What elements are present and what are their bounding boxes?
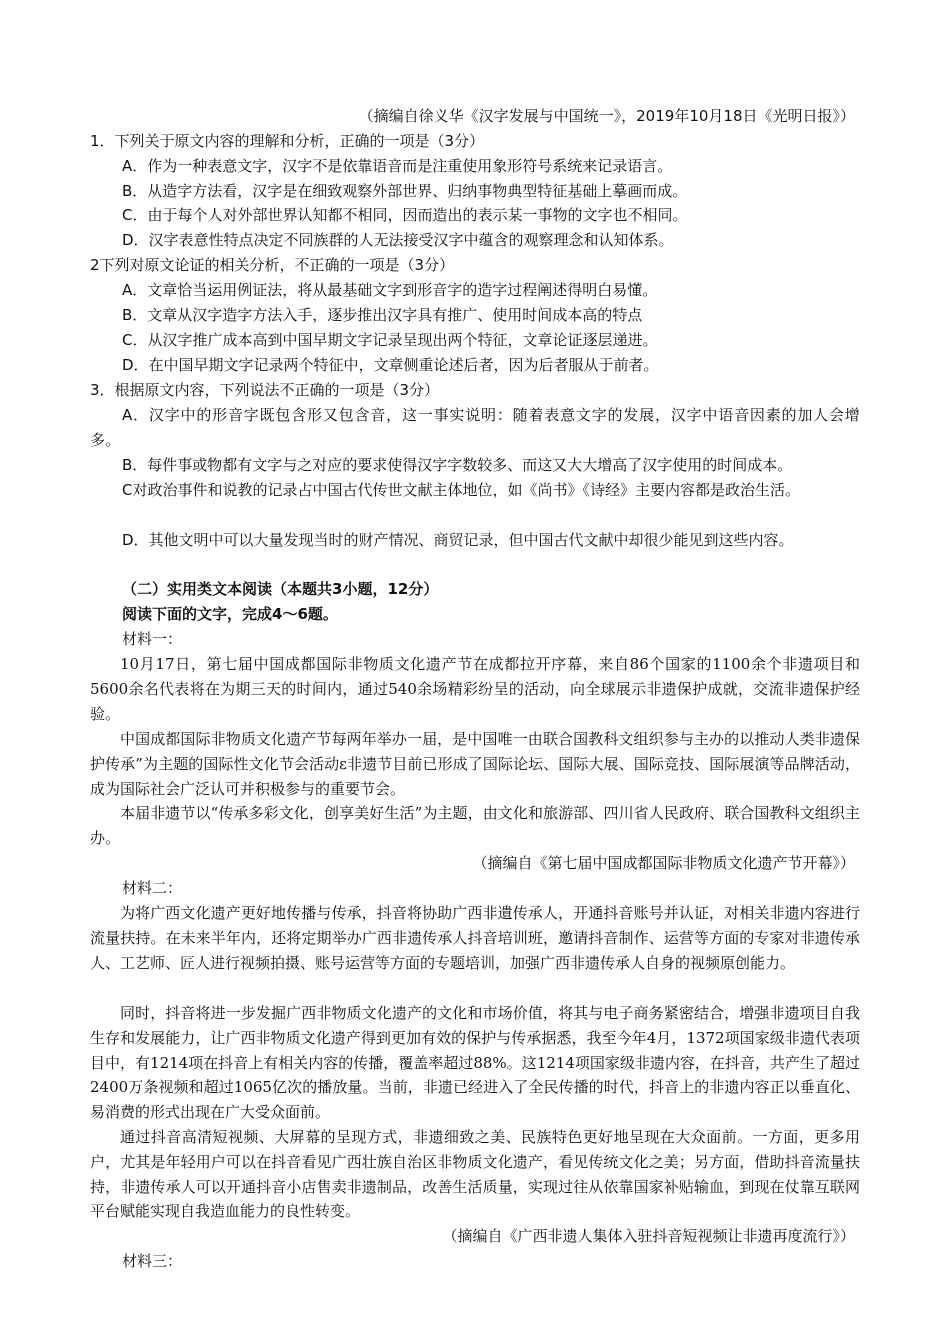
question-3-stem: 3．根据原文内容，下列说法不正确的一项是（3分） [90, 381, 440, 399]
question-1-option-d: D．汉字表意性特点决定不同族群的人无法接受汉字中蕴含的观察理念和认知体系。 [122, 231, 674, 249]
question-2-option-d: D．在中国早期文字记录两个特征中，文章侧重论述后者，因为后者服从于前者。 [122, 356, 659, 374]
material-3-label: 材料三： [122, 1252, 183, 1270]
material-1-paragraph-2: 中国成都国际非物质文化遗产节每两年举办一届，是中国唯一由联合国教科文组织参与主办的以推动人类非遗保护传承”为主题的国际性文化节会活动ε非遗节目前已形成了国际论坛、国际大展、国际竞技、国际展演等品牌活动，成为国际社会广泛认可并积极参与的重要节会。 [90, 730, 860, 798]
material-2-paragraph-2: 同时，抖音将进一步发掘广西非物质文化遗产的文化和市场价值，将其与电子商务紧密结合，增强非遗项目自我生存和发展能力，让广西非物质文化遗产得到更加有效的保护与传承据悉，我至今年4月，1372项国家级非遗代表项目中，有1214项在抖音上有相关内容的传播，覆盖率超过88%。这1214项国家级非遗内容，在抖音，共产生了超过2400万条视频和超过1065亿次的播放量。当前，非遗已经进入了全民传播的时代，抖音上的非遗内容正以垂直化、易消费的形式出现在广大受众面前。 [90, 1004, 860, 1122]
section-2-heading: （二）实用类文本阅读（本题共3小题，12分） [122, 580, 439, 598]
material-2-label: 材料二： [122, 879, 183, 897]
question-2-option-c: C．从汉字推广成本高到中国早期文字记录呈现出两个特征，文章论证逐层递进。 [122, 331, 658, 349]
material-1-source: （摘编自《第七届中国成都国际非物质文化遗产节开幕》） [472, 854, 855, 872]
question-3-option-b: B．每件事或物都有文字与之对应的要求使得汉字字数较多、而这又大大增高了汉字使用的时间成本。 [122, 456, 793, 474]
section-2-instruction: 阅读下面的文字，完成4～6题。 [122, 605, 338, 623]
question-2-stem: 2下列对原文论证的相关分析，不正确的一项是（3分） [90, 256, 455, 274]
material-1-paragraph-3: 本届非遗节以“传承多彩文化，创享美好生活”为主题，由文化和旅游部、四川省人民政府、联合国教科文组织主办。 [90, 804, 860, 847]
material-1-label: 材料一： [122, 630, 183, 648]
question-1-option-c: C．由于每个人对外部世界认知都不相同，因而造出的表示某一事物的文字也不相同。 [122, 206, 688, 224]
material-2-source: （摘编自《广西非遗人集体入驻抖音短视频让非遗再度流行》） [442, 1227, 855, 1245]
material-2-paragraph-3: 通过抖音高清短视频、大屏幕的呈现方式，非遗细致之美、民族特色更好地呈现在大众面前。一方面，更多用户，尤其是年轻用户可以在抖音看见广西壮族自治区非物质文化遗产，看见传统文化之美；另方面，借助抖音流量扶持，非遗传承人可以开通抖音小店售卖非遗制品，改善生活质量，实现过往从依靠国家补贴输血，到现在仗靠互联网平台赋能实现自我造血能力的良性转变。 [90, 1128, 860, 1221]
question-3-option-c: C对政治事件和说教的记录占中国古代传世文献主体地位，如《尚书》《诗经》主要内容都是政治生活。 [122, 481, 800, 499]
question-2-option-b: B．文章从汉字造字方法入手，逐步推出汉字具有推广、使用时间成本高的特点 [122, 306, 643, 324]
material-2-paragraph-1: 为将广西文化遗产更好地传播与传承，抖音将协助广西非遺传承人，开通抖音账号并认证，对相关非遗内容进行流量扶持。在未来半年内，还将定期举办广西非遗传承人抖音培训班，邀请抖音制作、运营等方面的专家对非遗传承人、工艺师、匠人进行视频拍摄、账号运营等方面的专题培训，加强广西非遗传承人自身的视频原创能力。 [90, 904, 860, 972]
question-3-option-a: A．汉字中的形音字既包含形又包含音，这一事实说明：随着表意文字的发展，汉字中语音因素的加人会增多。 [90, 406, 860, 449]
material-1-paragraph-1: 10月17日，第七届中国成都国际非物质文化遗产节在成都拉开序幕，来自86个国家的1100余个非遗项目和5600余名代表将在为期三天的时间内，通过540余场精彩纷呈的活动，向全球展示非遗保护成就，交流非遗保护经验。 [90, 655, 860, 723]
question-1-option-a: A．作为一种表意文字，汉字不是依靠语音而是注重使用象形符号系统来记录语言。 [122, 157, 673, 175]
question-1-option-b: B．从造字方法看，汉字是在细致观察外部世界、归纳事物典型特征基础上摹画而成。 [122, 182, 688, 200]
question-2-option-a: A．文章恰当运用例证法，将从最基础文字到形音字的造字过程阐述得明白易懂。 [122, 281, 658, 299]
question-3-option-d: D．其他文明中可以大量发现当时的财产情况、商贸记录，但中国古代文献中却很少能见到这些内容。 [122, 531, 794, 549]
question-1-stem: 1．下列关于原文内容的理解和分析，正确的一项是（3分） [90, 132, 485, 150]
source-citation-1: （摘编自徐义华《汉字发展与中国统一》，2019年10月18日《光明日报》） [358, 107, 855, 125]
